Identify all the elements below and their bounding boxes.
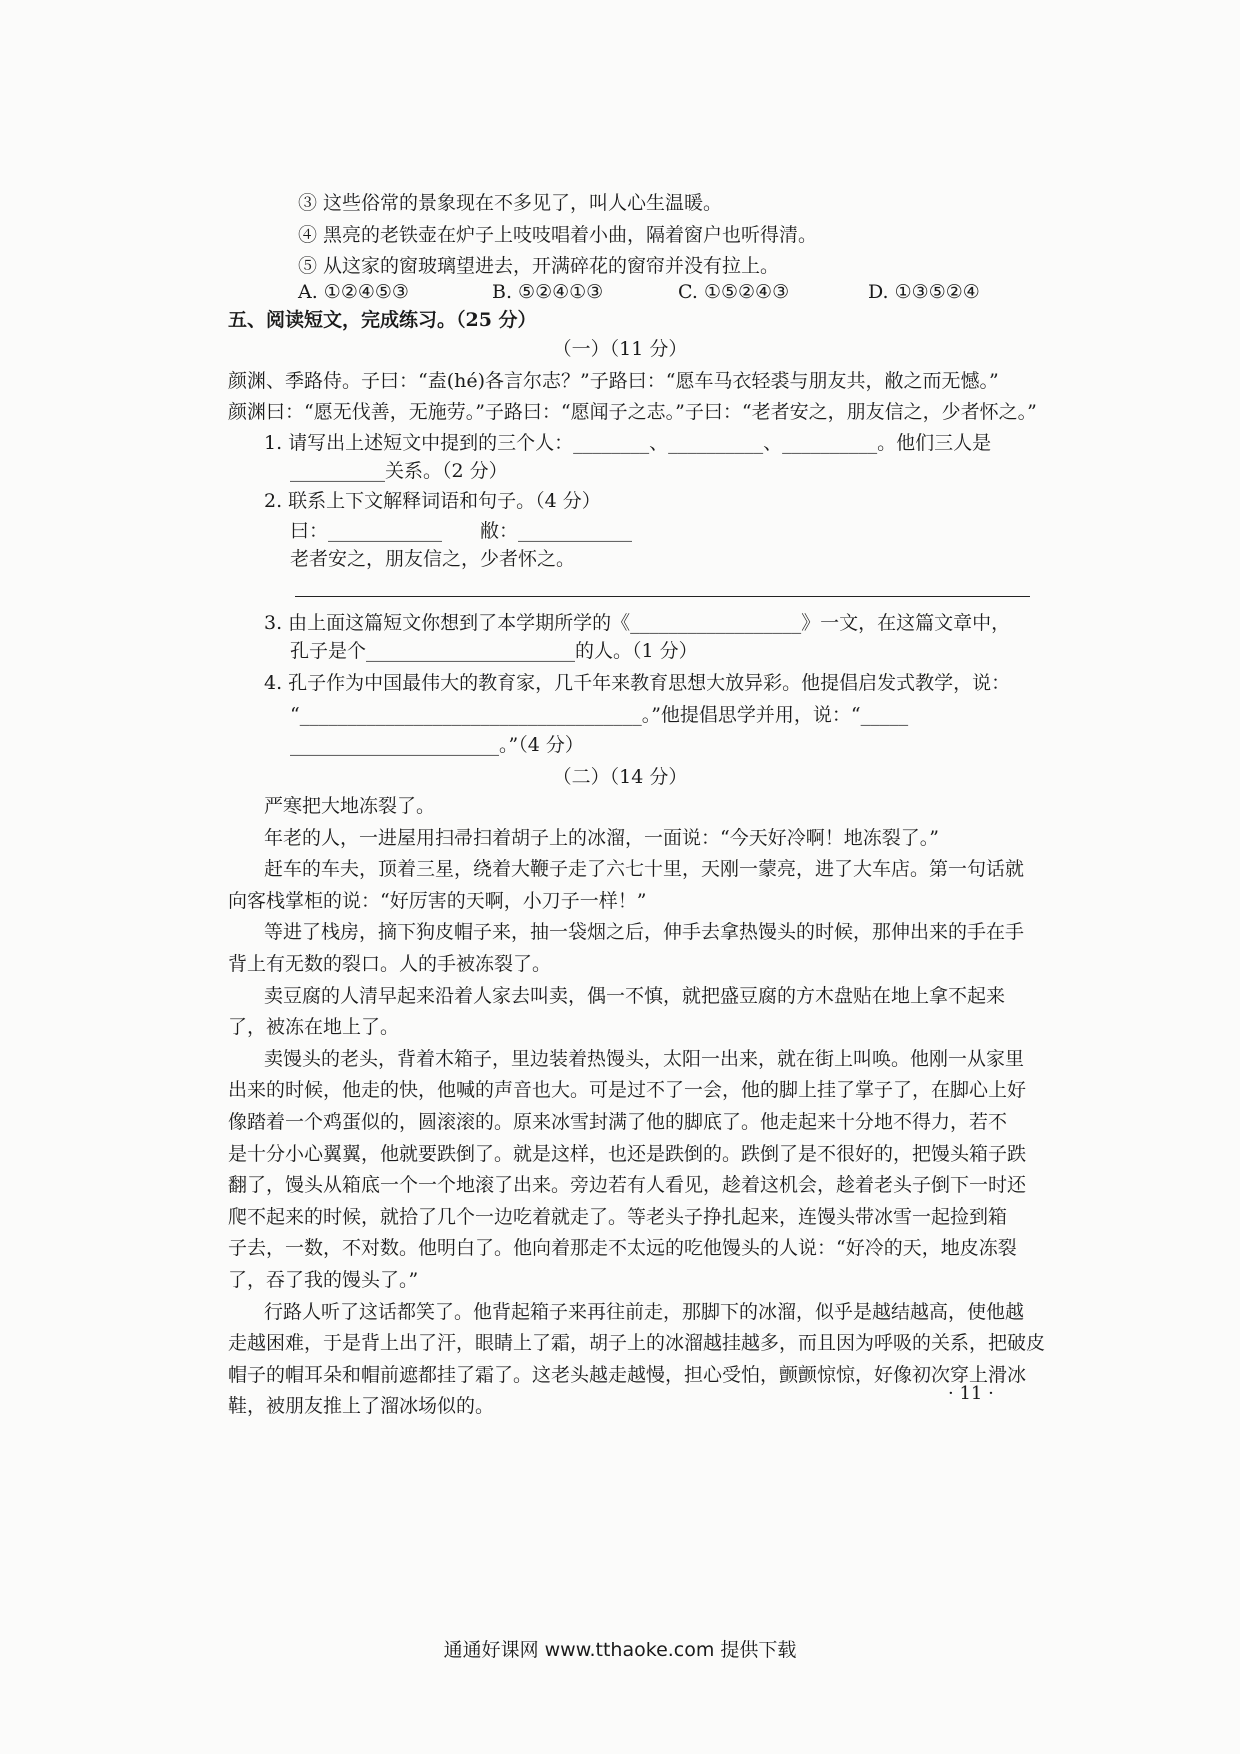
passage2-line: 等进了栈房，摘下狗皮帽子来，抽一袋烟之后，伸手去拿热馒头的时候，那伸出来的手在手 — [264, 921, 1025, 944]
passage2-line: 是十分小心翼翼，他就要跌倒了。就是这样，也还是跌倒的。跌倒了是不很好的，把馒头箱子跌 — [228, 1142, 1027, 1165]
passage2-line: 子去，一数，不对数。他明白了。他向着那走不太远的吃他馒头的人说：“好冷的天，地皮冻裂 — [228, 1237, 1017, 1260]
passage2-line: 年老的人，一进屋用扫帚扫着胡子上的冰溜，一面说：“今天好冷啊！地冻裂了。” — [264, 826, 939, 849]
passage2-line: 卖豆腐的人清早起来沿着人家去叫卖，偶一不慎，就把盛豆腐的方木盘贴在地上拿不起来 — [264, 984, 1006, 1007]
passage2-line: 向客栈掌柜的说：“好厉害的天啊，小刀子一样！” — [228, 889, 647, 912]
section-title: 五、阅读短文，完成练习。（25 分） — [228, 309, 537, 331]
passage2-line: 翻了，馒头从箱底一个一个地滚了出来。旁边若有人看见，趁着这机会，趁着老头子倒下一时还 — [228, 1174, 1027, 1197]
question-4a: 4. 孔子作为中国最伟大的教育家，几千年来教育思想大放异彩。他提倡启发式教学，说： — [264, 672, 1011, 694]
question-2a: 曰：____________ 敝：____________ — [290, 520, 633, 542]
passage2-line: 像踏着一个鸡蛋似的，圆滚滚的。原来冰雪封满了他的脚底了。他走起来十分地不得力，若不 — [228, 1111, 1008, 1133]
passage2-line: 背上有无数的裂口。人的手被冻裂了。 — [228, 953, 552, 975]
question-1a: 1. 请写出上述短文中提到的三个人：________、__________、__________。他们三人是 — [264, 432, 992, 454]
passage2-line: 严寒把大地冻裂了。 — [264, 795, 436, 817]
passage2-line: 鞋，被朋友推上了溜冰场似的。 — [228, 1395, 495, 1418]
question-2b: 老者安之，朋友信之，少者怀之。 — [290, 548, 576, 570]
option-b: B. ⑤②④①③ — [492, 281, 604, 303]
passage2-line: 走越困难，于是背上出了汗，眼睛上了霜，胡子上的冰溜越挂越多，而且因为呼吸的关系，把破皮 — [228, 1332, 1046, 1355]
option-a: A. ①②④⑤③ — [298, 281, 409, 303]
question-4c: ______________________。”（4 分） — [290, 734, 584, 756]
sentence-4: ④ 黑亮的老铁壶在炉子上吱吱唱着小曲，隔着窗户也听得清。 — [298, 224, 818, 246]
part2-title: （二）（14 分） — [552, 766, 688, 788]
passage2-line: 卖馒头的老头，背着木箱子，里边装着热馒头，太阳一出来，就在街上叫唤。他刚一从家里 — [264, 1047, 1025, 1070]
answer-line — [295, 596, 1030, 597]
passage2-line: 出来的时候，他走的快，他喊的声音也大。可是过不了一会，他的脚上挂了掌子了，在脚心上好 — [228, 1079, 1027, 1102]
passage1-line-1: 颜渊、季路侍。子曰：“盍(hé)各言尔志？”子路曰：“愿车马衣轻裘与朋友共，敝之而无憾。” — [228, 370, 999, 392]
passage2-line: 行路人听了这话都笑了。他背起箱子来再往前走，那脚下的冰溜，似乎是越结越高，使他越 — [264, 1300, 1025, 1323]
passage2-line: 了，吞了我的馒头了。” — [228, 1269, 419, 1291]
sentence-3: ③ 这些俗常的景象现在不多见了，叫人心生温暖。 — [298, 192, 723, 214]
question-3a: 3. 由上面这篇短文你想到了本学期所学的《__________________》一文，在这篇文章中， — [264, 612, 1011, 634]
question-4b: “____________________________________。”他提倡思学并用，说：“_____ — [290, 704, 909, 726]
option-d: D. ①③⑤②④ — [868, 281, 980, 303]
passage1-line-2: 颜渊曰：“愿无伐善，无施劳。”子路曰：“愿闻子之志。”子曰：“老者安之，朋友信之，少者怀之。” — [228, 401, 1037, 423]
passage2-line: 帽子的帽耳朵和帽前遮都挂了霜了。这老头越走越慢，担心受怕，颤颤惊惊，好像初次穿上滑冰 — [228, 1363, 1027, 1386]
part1-title: （一）（11 分） — [552, 338, 688, 360]
passage2-line: 赶车的车夫，顶着三星，绕着大鞭子走了六七十里，天刚一蒙亮，进了大车店。第一句话就 — [264, 858, 1025, 881]
page-number: · 11 · — [948, 1383, 994, 1404]
question-1b: __________关系。（2 分） — [290, 460, 508, 482]
footer-text: 通通好课网 www.tthaoke.com 提供下载 — [443, 1639, 797, 1661]
passage2-line: 爬不起来的时候，就拾了几个一边吃着就走了。等老头子挣扎起来，连馒头带冰雪一起捡到箱 — [228, 1205, 1008, 1228]
question-3b: 孔子是个______________________的人。（1 分） — [290, 640, 698, 662]
passage2-line: 了，被冻在地上了。 — [228, 1016, 400, 1039]
option-c: C. ①⑤②④③ — [678, 281, 790, 303]
question-2: 2. 联系上下文解释词语和句子。（4 分） — [264, 490, 601, 512]
sentence-5: ⑤ 从这家的窗玻璃望进去，开满碎花的窗帘并没有拉上。 — [298, 255, 780, 277]
